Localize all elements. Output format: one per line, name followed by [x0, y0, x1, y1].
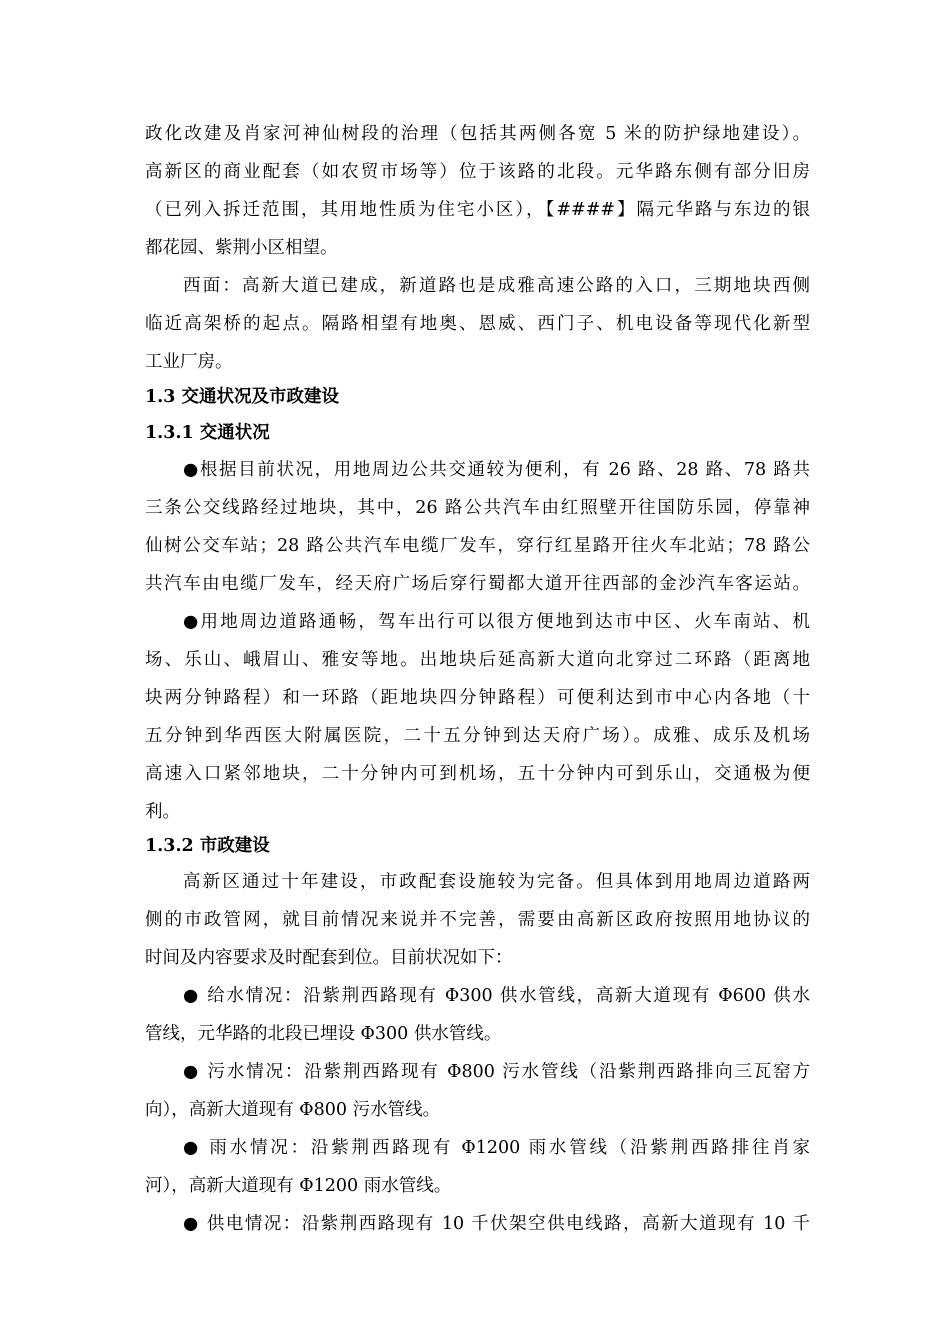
text-line: ●用地周边道路通畅，驾车出行可以很方便地到达市中区、火车南站、机	[183, 612, 810, 632]
text-line: 向），高新大道现有 Φ800 污水管线。	[145, 1100, 441, 1120]
text-line: 仙树公交车站；28 路公共汽车电缆厂发车，穿行红星路开往火车北站；78 路公	[145, 536, 810, 556]
text-line: （已列入拆迁范围，其用地性质为住宅小区），【####】隔元华路与东边的银	[145, 200, 810, 220]
text-line: 共汽车由电缆厂发车，经天府广场后穿行蜀都大道开往西部的金沙汽车客运站。	[145, 574, 810, 594]
text-line: 临近高架桥的起点。隔路相望有地奥、恩威、西门子、机电设备等现代化新型	[145, 314, 810, 334]
text-line: 政化改建及肖家河神仙树段的治理（包括其两侧各宽 5 米的防护绿地建设）。	[145, 124, 810, 144]
text-line: 西面：高新大道已建成，新道路也是成雅高速公路的入口，三期地块西侧	[183, 276, 810, 296]
text-line: 工业厂房。	[145, 352, 233, 372]
bullet-item-water: ● 给水情况：沿紫荆西路现有 Φ300 供水管线，高新大道现有 Φ600 供水	[183, 986, 810, 1006]
text-line: 河），高新大道现有 Φ1200 雨水管线。	[145, 1176, 452, 1196]
subsection-heading: 1.3.1 交通状况	[145, 423, 270, 443]
bullet-item-sewage: ● 污水情况：沿紫荆西路现有 Φ800 污水管线（沿紫荆西路排向三瓦窑方	[183, 1062, 810, 1082]
text-line: 时间及内容要求及时配套到位。目前状况如下：	[145, 948, 513, 968]
text-line: 管线，元华路的北段已埋设 Φ300 供水管线。	[145, 1024, 502, 1044]
text-line: 高新区的商业配套（如农贸市场等）位于该路的北段。元华路东侧有部分旧房	[145, 162, 810, 182]
bullet-item-power: ● 供电情况：沿紫荆西路现有 10 千伏架空供电线路，高新大道现有 10 千	[183, 1214, 810, 1234]
text-line: 侧的市政管网，就目前情况来说并不完善，需要由高新区政府按照用地协议的	[145, 910, 810, 930]
text-line: 三条公交线路经过地块，其中，26 路公共汽车由红照壁开往国防乐园，停靠神	[145, 498, 810, 518]
section-heading: 1.3 交通状况及市政建设	[145, 387, 340, 407]
text-line: 场、乐山、峨眉山、雅安等地。出地块后延高新大道向北穿过二环路（距离地	[145, 650, 810, 670]
text-line: 都花园、紫荆小区相望。	[145, 238, 338, 258]
text-line: 块两分钟路程）和一环路（距地块四分钟路程）可便利达到市中心内各地（十	[145, 688, 810, 708]
text-line: 高新区通过十年建设，市政配套设施较为完备。但具体到用地周边道路两	[183, 872, 810, 892]
text-line: 高速入口紧邻地块，二十分钟内可到机场，五十分钟内可到乐山，交通极为便	[145, 764, 810, 784]
subsection-heading: 1.3.2 市政建设	[145, 836, 270, 856]
text-line: 利。	[145, 802, 180, 822]
text-line: 五分钟到华西医大附属医院，二十五分钟到达天府广场）。成雅、成乐及机场	[145, 726, 810, 746]
text-line: ●根据目前状况，用地周边公共交通较为便利，有 26 路、28 路、78 路共	[183, 460, 810, 480]
bullet-item-rain: ● 雨水情况：沿紫荆西路现有 Φ1200 雨水管线（沿紫荆西路排往肖家	[183, 1138, 810, 1158]
